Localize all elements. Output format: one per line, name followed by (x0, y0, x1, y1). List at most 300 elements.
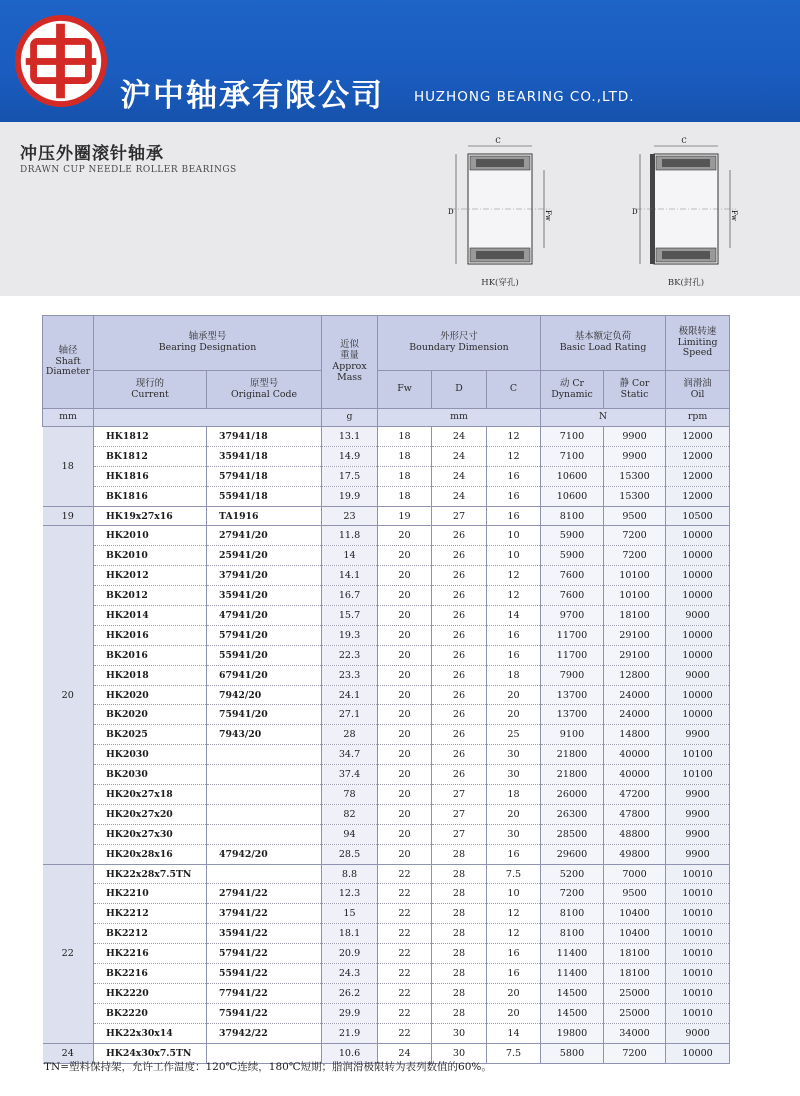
cell-speed: 9900 (666, 824, 730, 844)
cell-c: 16 (487, 645, 541, 665)
cell-c: 18 (487, 665, 541, 685)
bk-label-d: D (632, 208, 638, 216)
cell-speed: 10010 (666, 983, 730, 1003)
cell-d: 27 (432, 824, 487, 844)
cell-mass: 29.9 (322, 1003, 378, 1023)
cell-c: 16 (487, 844, 541, 864)
shaft-diameter-cell: 24 (43, 1043, 94, 1063)
bk-bearing-diagram (626, 134, 746, 294)
cell-d: 27 (432, 804, 487, 824)
cell-fw: 20 (378, 645, 432, 665)
cell-cr: 29600 (541, 844, 604, 864)
cell-original (207, 864, 322, 884)
cell-original: TA1916 (207, 506, 322, 526)
cell-current: HK24x30x7.5TN (94, 1043, 207, 1063)
cell-cr: 13700 (541, 685, 604, 705)
cell-original: 55941/18 (207, 486, 322, 506)
cell-c: 12 (487, 904, 541, 924)
cell-c: 14 (487, 1023, 541, 1043)
cell-fw: 22 (378, 904, 432, 924)
table-row (43, 844, 730, 864)
header-load (541, 316, 666, 371)
cell-original: 35941/20 (207, 586, 322, 606)
cell-current: HK1816 (94, 466, 207, 486)
cell-c: 12 (487, 427, 541, 447)
cell-current: HK2212 (94, 904, 207, 924)
cell-speed: 12000 (666, 466, 730, 486)
cell-cor: 24000 (604, 705, 666, 725)
cell-current: HK2216 (94, 944, 207, 964)
cell-original: 57941/18 (207, 466, 322, 486)
cell-mass: 11.8 (322, 526, 378, 546)
cell-mass: 19.3 (322, 625, 378, 645)
table-row (43, 625, 730, 645)
bk-label-c: C (681, 137, 687, 145)
cell-c: 20 (487, 705, 541, 725)
cell-c: 12 (487, 924, 541, 944)
unit-load: N (541, 409, 666, 427)
cell-current: HK22x30x14 (94, 1023, 207, 1043)
cell-speed: 10100 (666, 765, 730, 785)
header-static (604, 371, 666, 409)
hk-bearing-diagram (440, 134, 560, 294)
cell-current: HK20x28x16 (94, 844, 207, 864)
cell-cr: 5900 (541, 546, 604, 566)
cell-fw: 18 (378, 446, 432, 466)
cell-current: BK2010 (94, 546, 207, 566)
cell-mass: 17.5 (322, 466, 378, 486)
cell-cr: 5800 (541, 1043, 604, 1063)
cell-fw: 22 (378, 964, 432, 984)
cell-current: HK2012 (94, 566, 207, 586)
cell-speed: 10010 (666, 944, 730, 964)
cell-original: 55941/20 (207, 645, 322, 665)
header-shaft-label: 轴径 Shaft Diameter (45, 344, 91, 378)
cell-c: 10 (487, 546, 541, 566)
cell-mass: 23 (322, 506, 378, 526)
cell-fw: 20 (378, 665, 432, 685)
table-row (43, 466, 730, 486)
cell-original: 75941/22 (207, 1003, 322, 1023)
cell-fw: 22 (378, 884, 432, 904)
cell-cr: 11700 (541, 645, 604, 665)
cell-cr: 8100 (541, 924, 604, 944)
cell-original (207, 824, 322, 844)
cell-d: 28 (432, 983, 487, 1003)
huzhong-logo-icon (12, 12, 110, 110)
header-shaft (43, 316, 94, 409)
cell-speed: 9900 (666, 785, 730, 805)
cell-mass: 24.3 (322, 964, 378, 984)
table-row (43, 446, 730, 466)
cell-cor: 18100 (604, 606, 666, 626)
cell-speed: 10000 (666, 546, 730, 566)
cell-cor: 40000 (604, 765, 666, 785)
cell-cr: 14500 (541, 983, 604, 1003)
cell-c: 18 (487, 785, 541, 805)
header-current (94, 371, 207, 409)
hk-label-c: C (495, 137, 501, 145)
shaft-diameter-cell: 20 (43, 526, 94, 864)
cell-cr: 9100 (541, 725, 604, 745)
cell-speed: 9900 (666, 844, 730, 864)
cell-c: 16 (487, 486, 541, 506)
table-row (43, 983, 730, 1003)
header-dynamic-label: 动 Cr Dynamic (551, 377, 593, 400)
cell-cr: 7600 (541, 586, 604, 606)
cell-fw: 20 (378, 745, 432, 765)
cell-d: 26 (432, 566, 487, 586)
cell-mass: 14.1 (322, 566, 378, 586)
cell-d: 26 (432, 526, 487, 546)
cell-cr: 26000 (541, 785, 604, 805)
company-name-cn: 沪中轴承有限公司 (120, 78, 384, 114)
cell-cr: 26300 (541, 804, 604, 824)
cell-current: BK2025 (94, 725, 207, 745)
table-body (43, 427, 730, 1064)
cell-d: 27 (432, 506, 487, 526)
cell-original (207, 745, 322, 765)
cell-current: HK2010 (94, 526, 207, 546)
cell-d: 28 (432, 944, 487, 964)
cell-original: 35941/18 (207, 446, 322, 466)
cell-d: 26 (432, 685, 487, 705)
cell-original: 27941/20 (207, 526, 322, 546)
cell-d: 28 (432, 1003, 487, 1023)
cell-cor: 18100 (604, 944, 666, 964)
cell-fw: 20 (378, 824, 432, 844)
table-row (43, 526, 730, 546)
cell-d: 30 (432, 1023, 487, 1043)
company-name-en: HUZHONG BEARING CO.,LTD. (414, 89, 635, 105)
cell-speed: 10100 (666, 745, 730, 765)
unit-dim: mm (378, 409, 541, 427)
product-title-en: DRAWN CUP NEEDLE ROLLER BEARINGS (20, 165, 237, 175)
cell-current: BK2016 (94, 645, 207, 665)
cell-cr: 11400 (541, 964, 604, 984)
cell-cor: 10100 (604, 566, 666, 586)
cell-cr: 10600 (541, 486, 604, 506)
hk-label-fw: Fw (544, 210, 552, 221)
header-designation (94, 316, 322, 371)
cell-c: 12 (487, 446, 541, 466)
cell-current: HK2020 (94, 685, 207, 705)
cell-c: 10 (487, 884, 541, 904)
hk-diagram-caption: HK(穿孔) (481, 278, 519, 288)
cell-cor: 10100 (604, 586, 666, 606)
cell-c: 20 (487, 983, 541, 1003)
table-row (43, 645, 730, 665)
cell-cor: 14800 (604, 725, 666, 745)
table-row (43, 944, 730, 964)
table-row (43, 586, 730, 606)
cell-cr: 9700 (541, 606, 604, 626)
cell-cor: 48800 (604, 824, 666, 844)
cell-speed: 9000 (666, 665, 730, 685)
cell-c: 16 (487, 964, 541, 984)
header-static-label: 静 Cor Static (619, 377, 650, 400)
cell-d: 30 (432, 1043, 487, 1063)
bearing-spec-table-wrap (42, 315, 729, 1064)
shaft-diameter-cell: 18 (43, 427, 94, 507)
cell-current: HK2014 (94, 606, 207, 626)
table-row (43, 864, 730, 884)
cell-d: 26 (432, 606, 487, 626)
cell-fw: 20 (378, 606, 432, 626)
header-load-label: 基本额定负荷 Basic Load Rating (559, 331, 647, 353)
cell-cor: 29100 (604, 625, 666, 645)
cell-cor: 34000 (604, 1023, 666, 1043)
cell-fw: 20 (378, 804, 432, 824)
cell-mass: 20.9 (322, 944, 378, 964)
cell-mass: 18.1 (322, 924, 378, 944)
cell-c: 12 (487, 566, 541, 586)
table-row (43, 606, 730, 626)
cell-c: 30 (487, 745, 541, 765)
cell-speed: 12000 (666, 446, 730, 466)
cell-speed: 10000 (666, 625, 730, 645)
cell-current: HK20x27x18 (94, 785, 207, 805)
cell-original: 37941/18 (207, 427, 322, 447)
cell-cr: 28500 (541, 824, 604, 844)
cell-original (207, 765, 322, 785)
header-mass (322, 316, 378, 409)
cell-cr: 10600 (541, 466, 604, 486)
table-row (43, 566, 730, 586)
cell-cr: 13700 (541, 705, 604, 725)
cell-cor: 7200 (604, 1043, 666, 1063)
cell-mass: 78 (322, 785, 378, 805)
cell-speed: 10010 (666, 884, 730, 904)
unit-designation (94, 409, 322, 427)
cell-fw: 22 (378, 864, 432, 884)
cell-original: 57941/22 (207, 944, 322, 964)
cell-mass: 82 (322, 804, 378, 824)
header-speed-label: 极限转速 Limiting Speed (677, 325, 718, 359)
cell-original: 37941/20 (207, 566, 322, 586)
cell-d: 28 (432, 904, 487, 924)
cell-cr: 8100 (541, 506, 604, 526)
cell-fw: 20 (378, 586, 432, 606)
table-row (43, 964, 730, 984)
cell-cor: 9900 (604, 427, 666, 447)
cell-speed: 9900 (666, 725, 730, 745)
cell-speed: 9900 (666, 804, 730, 824)
header-designation-label: 轴承型号 Bearing Designation (158, 331, 257, 353)
cell-cor: 7000 (604, 864, 666, 884)
cell-speed: 10000 (666, 586, 730, 606)
cell-cor: 7200 (604, 546, 666, 566)
cell-original: 35941/22 (207, 924, 322, 944)
table-row (43, 904, 730, 924)
cell-cor: 9500 (604, 506, 666, 526)
cell-d: 28 (432, 884, 487, 904)
cell-c: 10 (487, 526, 541, 546)
cell-c: 20 (487, 1003, 541, 1023)
cell-current: BK2012 (94, 586, 207, 606)
product-header (0, 122, 800, 296)
header-original-label: 原型号 Original Code (230, 377, 298, 400)
cell-fw: 20 (378, 705, 432, 725)
cell-speed: 10000 (666, 645, 730, 665)
header-boundary-label: 外形尺寸 Boundary Dimension (409, 331, 509, 353)
cell-mass: 10.6 (322, 1043, 378, 1063)
table-row (43, 427, 730, 447)
cell-current: BK2220 (94, 1003, 207, 1023)
cell-fw: 22 (378, 1023, 432, 1043)
cell-cr: 11700 (541, 625, 604, 645)
cell-mass: 26.2 (322, 983, 378, 1003)
header-speed (666, 316, 730, 371)
header-dynamic (541, 371, 604, 409)
table-row (43, 685, 730, 705)
cell-original: 7943/20 (207, 725, 322, 745)
cell-d: 28 (432, 924, 487, 944)
cell-cr: 5900 (541, 526, 604, 546)
cell-mass: 27.1 (322, 705, 378, 725)
cell-original (207, 804, 322, 824)
cell-original: 55941/22 (207, 964, 322, 984)
cell-c: 16 (487, 506, 541, 526)
bk-label-fw: Fw (730, 210, 738, 221)
cell-speed: 10000 (666, 566, 730, 586)
unit-mass: g (322, 409, 378, 427)
cell-mass: 8.8 (322, 864, 378, 884)
cell-d: 27 (432, 785, 487, 805)
cell-cr: 7100 (541, 427, 604, 447)
cell-d: 26 (432, 705, 487, 725)
cell-cor: 49800 (604, 844, 666, 864)
cell-mass: 15 (322, 904, 378, 924)
cell-cor: 47800 (604, 804, 666, 824)
cell-speed: 10010 (666, 904, 730, 924)
header-banner (0, 0, 800, 122)
cell-fw: 22 (378, 1003, 432, 1023)
cell-speed: 12000 (666, 427, 730, 447)
table-row (43, 486, 730, 506)
cell-current: HK2220 (94, 983, 207, 1003)
cell-d: 26 (432, 665, 487, 685)
cell-c: 30 (487, 765, 541, 785)
cell-fw: 20 (378, 765, 432, 785)
cell-c: 7.5 (487, 864, 541, 884)
cell-cor: 18100 (604, 964, 666, 984)
cell-mass: 21.9 (322, 1023, 378, 1043)
cell-fw: 20 (378, 785, 432, 805)
footnote: TN=塑料保持架，允许工作温度：120℃连续，180℃短期；脂润滑极限转为表列数值的60%。 (44, 1061, 492, 1073)
cell-fw: 22 (378, 924, 432, 944)
cell-mass: 16.7 (322, 586, 378, 606)
table-row (43, 705, 730, 725)
cell-original: 67941/20 (207, 665, 322, 685)
cell-c: 16 (487, 625, 541, 645)
table-row (43, 665, 730, 685)
cell-mass: 13.1 (322, 427, 378, 447)
cell-mass: 37.4 (322, 765, 378, 785)
cell-cor: 7200 (604, 526, 666, 546)
shaft-diameter-cell: 19 (43, 506, 94, 526)
cell-fw: 20 (378, 685, 432, 705)
cell-current: HK20x27x30 (94, 824, 207, 844)
cell-cor: 12800 (604, 665, 666, 685)
cell-cor: 24000 (604, 685, 666, 705)
cell-original: 7942/20 (207, 685, 322, 705)
cell-speed: 10000 (666, 1043, 730, 1063)
cell-d: 24 (432, 427, 487, 447)
cell-d: 26 (432, 745, 487, 765)
cell-cor: 47200 (604, 785, 666, 805)
cell-cr: 11400 (541, 944, 604, 964)
cell-fw: 18 (378, 486, 432, 506)
cell-d: 28 (432, 864, 487, 884)
table-row (43, 546, 730, 566)
cell-d: 26 (432, 625, 487, 645)
cell-d: 24 (432, 486, 487, 506)
cell-current: HK22x28x7.5TN (94, 864, 207, 884)
cell-speed: 12000 (666, 486, 730, 506)
bk-cross-section-drawing (626, 134, 746, 274)
unit-shaft: mm (43, 409, 94, 427)
cell-current: HK1812 (94, 427, 207, 447)
cell-current: HK2210 (94, 884, 207, 904)
cell-original: 57941/20 (207, 625, 322, 645)
cell-current: BK2216 (94, 964, 207, 984)
cell-mass: 15.7 (322, 606, 378, 626)
bk-diagram-caption: BK(封孔) (667, 278, 705, 288)
cell-mass: 34.7 (322, 745, 378, 765)
cell-mass: 14.9 (322, 446, 378, 466)
cell-speed: 10010 (666, 924, 730, 944)
cell-mass: 94 (322, 824, 378, 844)
header-d: D (432, 371, 487, 409)
cell-c: 25 (487, 725, 541, 745)
cell-original: 75941/20 (207, 705, 322, 725)
cell-cr: 21800 (541, 745, 604, 765)
cell-fw: 20 (378, 546, 432, 566)
cell-current: BK1812 (94, 446, 207, 466)
product-title-cn: 冲压外圈滚针轴承 (20, 144, 164, 164)
header-mass-label: 近似 重量 Approx Mass (332, 339, 367, 383)
cell-d: 24 (432, 446, 487, 466)
cell-cor: 10400 (604, 904, 666, 924)
cell-d: 26 (432, 546, 487, 566)
table-row (43, 1023, 730, 1043)
cell-original: 47941/20 (207, 606, 322, 626)
cell-c: 30 (487, 824, 541, 844)
header-fw: Fw (378, 371, 432, 409)
cell-fw: 20 (378, 625, 432, 645)
cell-cr: 5200 (541, 864, 604, 884)
cell-current: HK20x27x20 (94, 804, 207, 824)
table-row (43, 765, 730, 785)
cell-mass: 24.1 (322, 685, 378, 705)
cell-fw: 24 (378, 1043, 432, 1063)
cell-fw: 22 (378, 983, 432, 1003)
cell-fw: 20 (378, 526, 432, 546)
cell-cr: 7600 (541, 566, 604, 586)
cell-fw: 20 (378, 566, 432, 586)
cell-cor: 40000 (604, 745, 666, 765)
cell-c: 16 (487, 944, 541, 964)
cell-current: BK1816 (94, 486, 207, 506)
cell-speed: 9000 (666, 1023, 730, 1043)
cell-c: 16 (487, 466, 541, 486)
cell-speed: 10500 (666, 506, 730, 526)
header-c: C (487, 371, 541, 409)
cell-original (207, 785, 322, 805)
cell-mass: 19.9 (322, 486, 378, 506)
bearing-spec-table (42, 315, 730, 1064)
